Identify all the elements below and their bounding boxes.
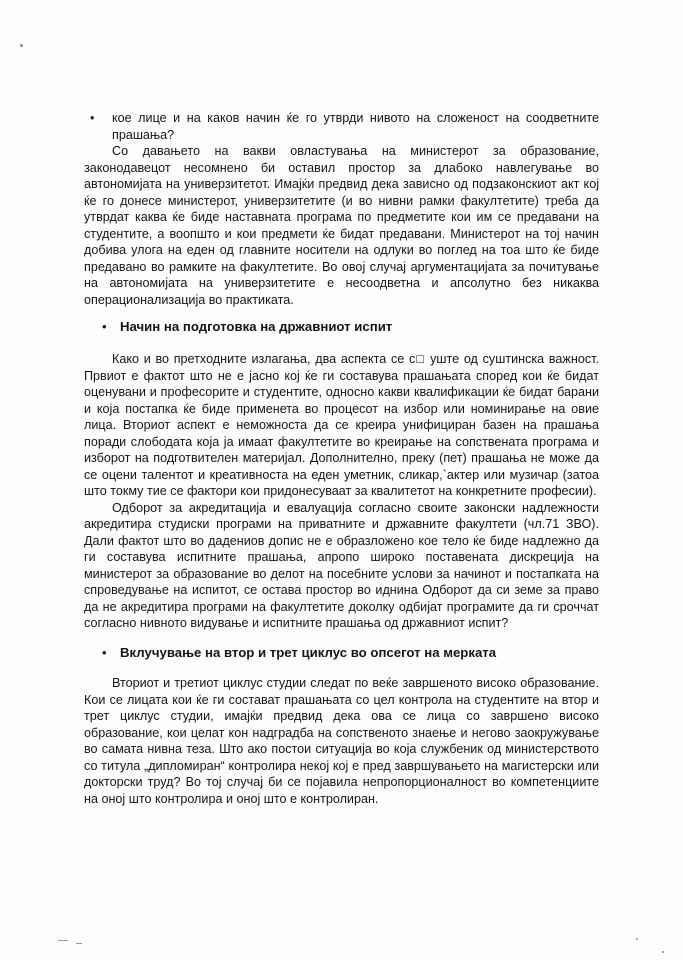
paragraph-autonomy: Со давањето на вакви овластувања на министерот за образование, законодавецот несомнено би оставил простор за длабоко навлегување во автономијата на универзитетот. Имајќи предвид дека зависно од подзаконскиот акт кој ќе го донесе министерот, универзитетите (и во нивни рамки факултетите) треба да утврдат каква ќе биде наставната програма по предметите кои им се предавани на студентите, а воопшто и кои предмети ќе бидат предавани. Министерот на тој начин добива улога на еден од главните носители на одлуки во поглед на тоа што ќе биде предавано во рамките на факултетите. Во овој случај аргументацијата за почитување на автономијата на универзитетите е несоодветна и апсолутно без никаква операционализација во практиката.: [84, 144, 599, 307]
section-heading-text: Вклучување на втор и трет циклус во опсегот на мерката: [120, 645, 497, 660]
scan-speck: [20, 44, 23, 47]
paragraph-accreditation: Одборот за акредитација и евалуација согласно своите законски надлежности акредитира студиски програми на приватните и државните факултети (чл.71 ЗВО). Дали фактот што во дадениов допис не е образложено кое тело ќе биде надлежно да ги составува испитните прашања, апропо широко поставената дискреција на министерот за образование во делот на посебните услови за начинот и постапката на спроведување на испитот, се остава простор во иднина Одборот да си земе за право да не акредитира програми на факултетите доколку одбијат програмите да ги сроччат согласно нивното видување и испитните прашања од државниот испит?: [84, 500, 599, 630]
section-heading-exam-preparation: [84, 318, 599, 335]
scan-mark: [58, 940, 68, 941]
bullet-icon: •: [102, 645, 107, 660]
paragraph-second-third-cycle: Вториот и третиот циклус студии следат по веќе завршеното високо образование. Кои се лицата кои ќе ги состават прашањата со цел контрола на студентите на втор и трет циклус студии, имајќи предвид дека ова се лица со завршено високо образование, кои целат кон надградба на сопственото знаење и негово заокружување во самата нивна теза. Што ако постои ситуација во која службеник од министерството со титула „дипломиран“ контролира некој кој е пред завршувањето на магистерски или докторски труд? Во тој случај би се појавила непропорционалност во компетенциите на оној што контролира и оној што е контролиран.: [84, 676, 599, 806]
section-heading-second-third-cycle: [84, 644, 599, 661]
intro-bullet-item: [84, 110, 599, 143]
scan-speck: [636, 938, 638, 940]
paragraph-two-aspects: Како и во претходните излагања, два аспекта се с□ уште од суштинска важност. Првиот е фактот што не е јасно кој ќе ги составува прашањата според кои ќе бидат оценувани и професорите и студентите, односно какви квалификации ќе бидат барани и која постапка ќе биде применета во процесот на избор или номинирање на овие лица. Вториот аспект е неможноста да се креира унифициран базен на прашања поради слободата која ја имаат факултетите во креирање на сопствената програма и изборот на подготвителен материјал. Дополнително, преку (пет) прашања не може да се оцени талентот и креативноста на еден уметник, сликар,`актер или музичар (затоа што токму тие се фактори кои придонесуваат за квалитетот на конкретните професии).: [84, 352, 599, 498]
intro-bullet-text: кое лице и на каков начин ќе го утврди нивото на сложеност на соодветните прашања?: [112, 111, 599, 142]
section-heading-text: Начин на подготовка на државниот испит: [120, 319, 393, 334]
bullet-icon: •: [90, 111, 95, 125]
bullet-icon: •: [102, 319, 107, 334]
scan-speck: [662, 951, 664, 953]
scan-mark: [76, 943, 82, 944]
